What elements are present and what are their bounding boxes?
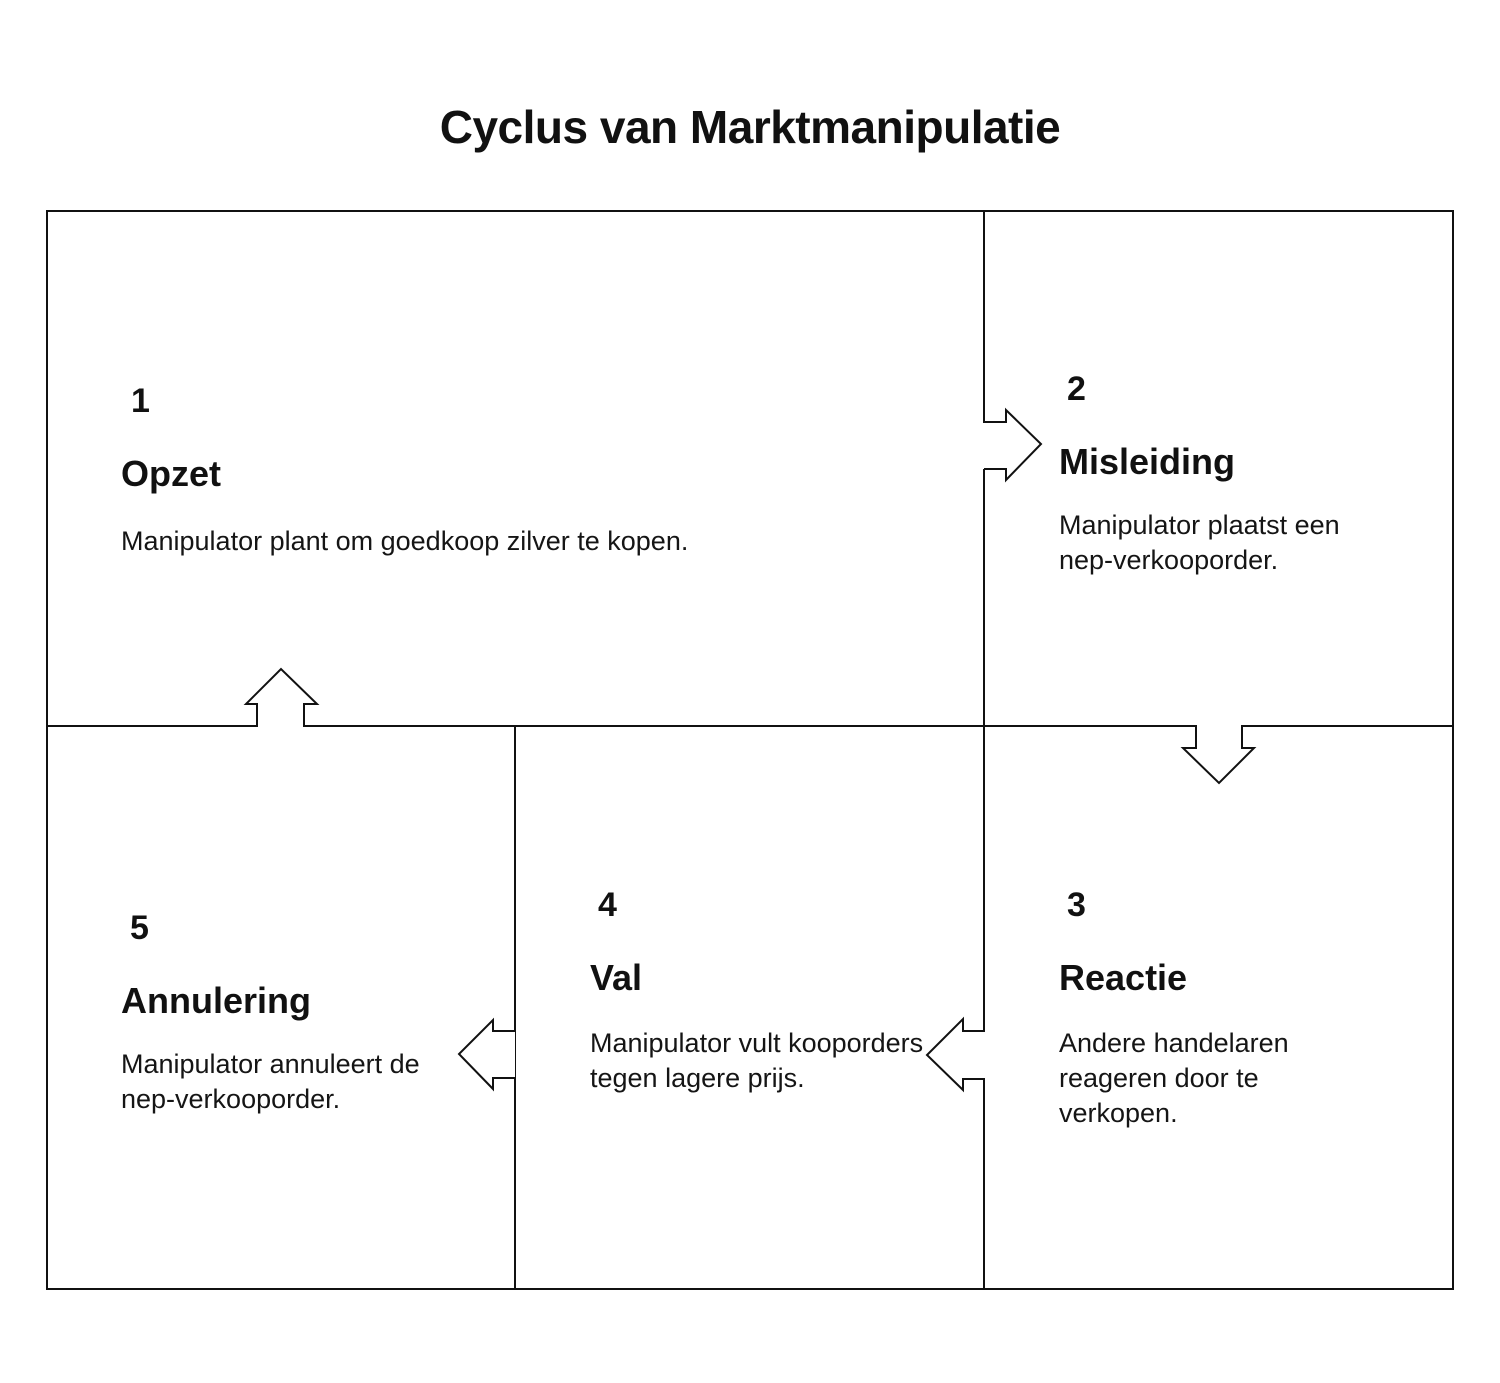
arrow-right-icon (983, 410, 1041, 480)
arrow-left-icon (459, 1020, 515, 1089)
step-number: 4 (598, 886, 617, 924)
step-description: Manipulator plant om goedkoop zilver te kopen. (121, 526, 689, 556)
step-description: Manipulator vult kooporders tegen lagere prijs. (590, 1028, 924, 1093)
step-2 (1059, 372, 1399, 578)
step-heading: Opzet (121, 453, 222, 494)
step-number: 5 (130, 909, 149, 947)
step-number: 1 (131, 382, 150, 420)
step-number: 2 (1067, 370, 1086, 408)
arrow-left-icon (927, 1019, 986, 1090)
diagram-title: Cyclus van Marktmanipulatie (439, 101, 1061, 153)
step-4 (590, 888, 930, 1096)
step-heading: Val (590, 957, 643, 998)
step-5 (121, 911, 441, 1117)
step-heading: Reactie (1059, 957, 1188, 998)
arrow-up-icon (246, 669, 317, 728)
step-heading: Misleiding (1059, 441, 1236, 482)
step-heading: Annulering (121, 980, 311, 1021)
arrow-down-icon (1183, 724, 1254, 783)
step-number: 3 (1067, 886, 1086, 924)
step-1 (121, 384, 941, 559)
step-description: Andere handelaren reageren door te verkopen. (1059, 1028, 1289, 1128)
step-description: Manipulator plaatst een nep-verkooporder. (1059, 510, 1340, 575)
step-description: Manipulator annuleert de nep-verkooporder. (121, 1049, 420, 1114)
step-3 (1059, 888, 1329, 1131)
